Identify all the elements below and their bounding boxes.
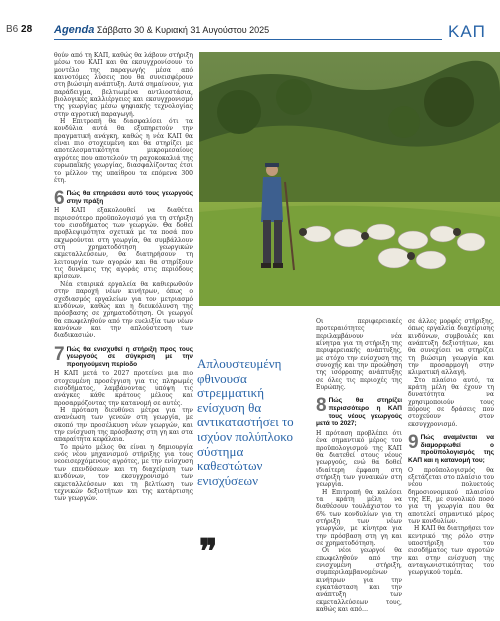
col3-p2: Στο πλαίσιο αυτό, τα κράτη μέλη θα έχουν τη δυνατότητα να χρησιμοποιούν τους πόρους σε δράσεις που στοχεύουν στον εκσυγχρονισμό. xyxy=(408,376,494,428)
pull-quote: Απλουστευμένη φθινουσα στρεμματική ενίσχυση θα αντικαταστήσει το ισχύον πολύπλοκο σύστημα καθεστώτων ενισχύσεων xyxy=(197,356,294,488)
header-rule xyxy=(54,39,442,40)
col1-intro-p1: θούν από τη ΚΑΠ, καθώς θα λάβουν στήριξη μέσω του ΚΑΠ και θα εκσυγχρονίσουν το μοντέλο της παραγωγής μέσα από καινοτόμες λύσεις που θα συνεισφέρουν στη βιώσιμη ανάπτυξη. Αυτά σημαίνουν, για παράδειγμα, βελτιωμένα αντλιοστάσια, βιολογικές καλλιέργειες και εκσυγχρονισμό της γεωργίας μέσω ψηφιακής τεχνολογίας στην αγροτική παραγωγή. xyxy=(54,52,193,118)
col3-sub9-p2: Η ΚΑΠ θα διατηρήσει τον κεντρικό της ρόλο στην υποστήριξη του εισοδήματος των αγροτών και στην ενίσχυση της ανταγωνιστικότητας του γεωργικού τομέα. xyxy=(408,525,494,577)
col1-sub7-p3: Το πρώτο μέλος θα είναι η δημιουργία ενός νέου μηχανισμού στήριξης για τους νεοεισερχόμενους αγρότες, με την ενίσχυση των επενδύσεων και τη διαχείριση των κινδύνων, τον εκσυγχρονισμό των εκμεταλλεύσεων και τη βελτίωση των τεχνικών δεξιοτήτων και της κατάρτισης των γεωργών. xyxy=(54,443,193,503)
col1-sub7-p2: Η πρόταση διευθύνει μέτρα για την ανανέωση των γενεών στη γεωργία, με σκοπό την προσέλκυση νέων γεωργών, και την ενίσχυση της πρόσβασης στη γη και στα απαραίτητα κεφάλαια. xyxy=(54,407,193,444)
issue-date: Σάββατο 30 & Κυριακή 31 Αυγούστου 2025 xyxy=(96,25,270,35)
column-1 xyxy=(54,52,193,503)
col1-sub7-p1: Η ΚΑΠ μετά το 2027 προτείνει μια πιο στοχευμένη προσέγγιση για τις πληρωμές εισοδήματος, λαμβάνοντας υπόψη τις ανάγκες κάθε κράτους μέλους και προσαρμόζοντας την κατανομή σε αυτές. xyxy=(54,370,193,407)
col1-sub6-p1: Η ΚΑΠ εξακολουθεί να διαθέτει περισσότερο προϋπολογισμό για τη στήριξη του εισοδήματος των γεωργών. Θα δοθεί προβλεψιμότητα σχετικά με τα ποσά που εκχωρούνται στη γεωργία, θα συμβάλλουν στη χρηματοδότηση γεωργικών εκμεταλλεύσεων, θα διατηρήσουν τη λειτουργία των αγορών και θα στηρίξουν τις δυνάμεις της αγοράς στις περιόδους κρίσεων. xyxy=(54,207,193,281)
subheading-6-number: 6 xyxy=(54,188,65,210)
subheading-7-title: Πώς θα ενισχυθεί η στήριξη προς τους γεωργούς σε σύγκριση με την προηγούμενη περίοδο xyxy=(66,345,193,368)
subheading-9-number: 9 xyxy=(408,432,419,454)
subheading-9 xyxy=(408,434,494,464)
photo-illustration xyxy=(199,52,500,306)
subheading-7-number: 7 xyxy=(54,343,65,365)
quote-mark-icon: ❞ xyxy=(199,534,218,571)
col2-sub8-p2: Η Επιτροπή θα καλέσει τα κράτη μέλη να διαθέσουν τουλάχιστον το 6% των κονδυλίων για τη στήριξη των νέων γεωργών, με κίνητρα για την πρόσβαση στη γη και σε χρηματοδότηση. xyxy=(316,488,402,547)
shepherd-photo xyxy=(199,52,500,306)
masthead xyxy=(54,24,269,36)
col1-sub6-p2: Νέα εταιρικά εργαλεία θα καθιερωθούν στην παροχή νέων κινήτρων, όπως ο σχεδιασμός εργαλείων για τον μετριασμό κινδύνων, καθώς και η διευκόλυνση της πρόσβασης σε χρηματοδότηση. Οι γεωργοί θα επωφεληθούν από την ευελιξία των νέων κανόνων και την απλούστευση των διαδικασιών. xyxy=(54,280,193,340)
subheading-6-title: Πώς θα επηρεάσει αυτό τους γεωργούς στην πράξη xyxy=(66,190,193,205)
page-num: 28 xyxy=(21,24,33,35)
subheading-8 xyxy=(316,397,402,427)
page-prefix: Β6 xyxy=(6,24,19,35)
col2-p1: Οι περιφερειακές προτεραιότητες περιλαμβάνουν νέα κίνητρα για τη στήριξη της περιφερειακής ανάπτυξης, με στόχο την ενίσχυση της συνοχής και την προώθηση της ισόρροπης ανάπτυξης σε όλες τις περιοχές της Ευρώπης. xyxy=(316,318,402,392)
col3-sub9-p1: Ο προϋπολογισμός θα εξετάζεται στο πλαίσιο του νέου πολυετούς δημοσιονομικού πλαισίου της ΕΕ, με συνολικό ποσό για τη γεωργία που θα αποτελεί σημαντικό μέρος των κονδυλίων. xyxy=(408,466,494,525)
brand-name: Agenda xyxy=(54,24,95,36)
col2-sub8-p3: Οι νέοι γεωργοί θα επωφεληθούν από την ενισχυμένη στήριξη, συμπεριλαμβανομένων κινήτρων για την εγκατάσταση και την ανάπτυξη των εκμεταλλεύσεων τους, καθώς και από… xyxy=(316,547,402,614)
col1-intro-p2: Η Επιτροπή θα διασφαλίσει ότι τα κονδύλια αυτά θα εξυπηρετούν την πραγματική ανάγκη, καθώς η νέα ΚΑΠ θα είναι πιο στοχευμένη και θα στηρίζει με αποτελεσματικότητα μικρομεσαίους αγρότες που αποτελούν τη ραχοκοκαλιά της ευρωπαϊκής γεωργίας, διασφαλίζοντας έτσι το μέλλον της υπαίθρου τα επόμενα 300 έτη. xyxy=(54,118,193,184)
subheading-8-number: 8 xyxy=(316,395,327,417)
subheading-8-title: Πώς θα στηρίζει περισσότερο η ΚΑΠ τους νέους γεωργούς μετά το 2027; xyxy=(316,397,402,428)
subheading-9-title: Πώς αναμένεται να διαμορφωθεί ο προϋπολογισμός της ΚΑΠ και η κατανομή του; xyxy=(408,434,494,464)
page-number xyxy=(6,24,32,35)
subheading-7 xyxy=(54,343,193,369)
col2-sub8-p1: Η πρόταση προβλέπει ότι ένα σημαντικό μέρος του προϋπολογισμού της ΚΑΠ θα διατεθεί στους νέους γεωργούς, ενώ θα δοθεί ιδιαίτερη έμφαση στη στήριξη των γυναικών στη γεωργία. xyxy=(316,429,402,489)
col3-p1: σε άλλες μορφές στήριξης, όπως εργαλεία διαχείρισης κινδύνων, συμβουλές και ανάπτυξη δεξιοτήτων, και θα συνεχίσει να στηρίζει τη βιώσιμη γεωργία και την προσαρμογή στην κλιματική αλλαγή. xyxy=(408,318,494,377)
subheading-6 xyxy=(54,188,193,210)
column-2 xyxy=(316,318,402,613)
section-title: ΚΑΠ xyxy=(448,22,486,41)
column-3 xyxy=(408,318,494,577)
